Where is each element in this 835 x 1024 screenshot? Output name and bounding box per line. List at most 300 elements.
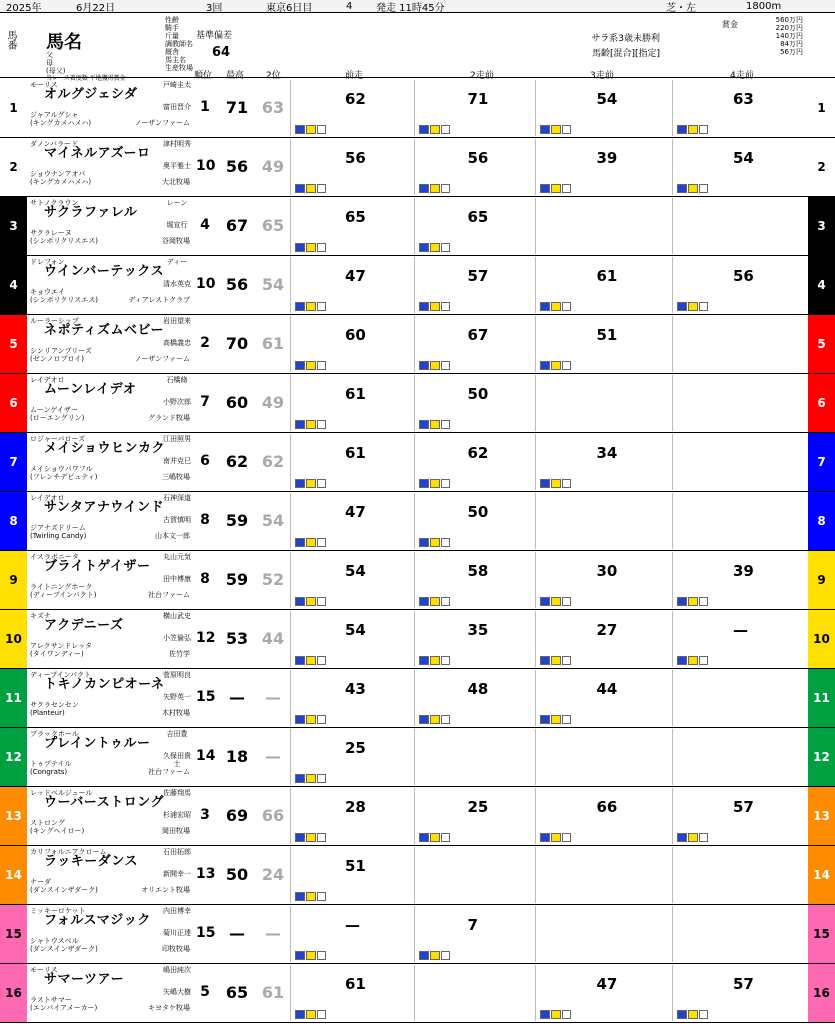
- past-race-1: [290, 729, 414, 785]
- past-score: 39: [596, 149, 618, 167]
- jockey-info: [160, 966, 194, 996]
- past-tags: [419, 125, 451, 134]
- jockey-name: 横山武史: [163, 612, 191, 620]
- jockey-info: [160, 789, 194, 819]
- style-tag: [317, 243, 327, 252]
- style-tag: [419, 597, 429, 606]
- style-tag: [677, 125, 687, 134]
- dam-name: ライトニングホーク: [30, 583, 93, 591]
- trainer-name: 田中博康: [163, 575, 191, 583]
- second-score: 54: [261, 275, 285, 294]
- second-score: —: [265, 688, 281, 707]
- trainer-name: 矢野英一: [163, 693, 191, 701]
- style-tag: [551, 656, 561, 665]
- dam-name: キョウエイ: [30, 288, 65, 296]
- jockey-name: 江田照男: [163, 435, 191, 443]
- style-tag: [419, 361, 429, 370]
- jockey-info: [160, 317, 194, 347]
- horse-number-right: 1: [808, 79, 835, 137]
- past-score: 62: [345, 90, 366, 108]
- past-score: 51: [596, 326, 618, 344]
- style-tag: [295, 597, 305, 606]
- sire-name: サトノクラウン: [30, 199, 79, 207]
- past-score: 54: [733, 149, 754, 167]
- style-tag: [430, 420, 440, 429]
- past-race-4: [672, 847, 808, 903]
- horse-row: [0, 256, 835, 315]
- jockey-info: [160, 671, 194, 701]
- jockey-name: レーン: [166, 199, 188, 207]
- past-score: 61: [345, 444, 366, 462]
- owner-name: 社台ファーム: [148, 591, 190, 599]
- style-tag: [419, 125, 429, 134]
- style-tag: [699, 184, 709, 193]
- past-score: 35: [467, 621, 489, 639]
- jockey-info: [160, 258, 194, 288]
- past-race-3: [535, 729, 672, 785]
- past-score: 54: [345, 621, 366, 639]
- owner-name: 山本文一郎: [155, 532, 190, 540]
- second-score: —: [265, 924, 281, 943]
- dam-name: トゥプテイル: [30, 760, 72, 768]
- horse-number-left: 14: [0, 846, 27, 904]
- damsire-name: (キングヘイロー): [30, 827, 85, 835]
- jockey-info: [160, 612, 194, 642]
- style-tag: [317, 302, 327, 311]
- style-tag: [295, 479, 305, 488]
- horse-name: ブライトゲイザー: [44, 559, 151, 574]
- record-label: 当レース着度数 平地獲得賞金: [46, 75, 126, 82]
- style-tag: [430, 184, 440, 193]
- dam-name: ジャアルグシャ: [30, 111, 79, 119]
- past-tags: [295, 538, 327, 547]
- past-race-1: [290, 198, 414, 254]
- horse-number-right: 11: [808, 669, 835, 727]
- damsire-name: (フレンチデピュティ): [30, 473, 98, 481]
- dam-label: 母: [46, 59, 53, 67]
- jockey-name: 嶋田純次: [163, 966, 191, 974]
- past-race-3: [535, 552, 672, 608]
- past-race-2: [414, 965, 535, 1021]
- owner-name: オリエント牧場: [141, 886, 190, 894]
- past-score: 54: [596, 90, 618, 108]
- owner-name: グランド牧場: [148, 414, 190, 422]
- owner-name: 木村牧場: [162, 709, 190, 717]
- style-tag: [562, 656, 572, 665]
- past-score: 57: [467, 267, 489, 285]
- past-score: 50: [467, 503, 489, 521]
- style-tag: [562, 361, 572, 370]
- best-score: 59: [225, 511, 249, 530]
- past-score: 61: [596, 267, 618, 285]
- dam-name: アレクサンドレッタ: [30, 642, 93, 650]
- kai: 3回: [206, 2, 223, 14]
- past-tags: [295, 833, 327, 842]
- horse-row: [0, 433, 835, 492]
- style-tag: [441, 243, 451, 252]
- past-race-1: [290, 493, 414, 549]
- past-race-3: [535, 611, 672, 667]
- style-tag: [317, 125, 327, 134]
- past-tags: [677, 656, 709, 665]
- best-score: 70: [225, 334, 249, 353]
- damsire-name: (ダンスインザダーク): [30, 886, 98, 894]
- past-tags: [419, 656, 451, 665]
- best-score: 18: [225, 747, 249, 766]
- style-tag: [540, 597, 550, 606]
- style-tag: [430, 597, 440, 606]
- style-tag: [317, 1010, 327, 1019]
- past-tags: [419, 479, 451, 488]
- style-tag: [317, 479, 327, 488]
- style-tag: [306, 420, 316, 429]
- style-tag: [430, 656, 440, 665]
- past-score: 25: [467, 798, 489, 816]
- bamei-label: 馬名: [46, 32, 82, 53]
- sire-name: モーリス: [30, 966, 58, 974]
- distance: 1800m: [746, 0, 782, 12]
- sire-name: カリフォルニアクローム: [30, 848, 107, 856]
- style-tag: [295, 420, 305, 429]
- trainer-name: 小笠倫弘: [163, 634, 191, 642]
- style-tag: [441, 656, 451, 665]
- horse-row: [0, 374, 835, 433]
- past-tags: [540, 1010, 572, 1019]
- sire-name: ミッキーロケット: [30, 907, 86, 915]
- style-tag: [688, 184, 698, 193]
- horse-name: フォルスマジック: [44, 913, 151, 928]
- sire-label: 父: [46, 51, 53, 59]
- horse-number-left: 5: [0, 315, 27, 373]
- rank: 12: [196, 630, 216, 646]
- horse-row: [0, 669, 835, 728]
- trainer-name: 久保田貴士: [163, 752, 191, 768]
- past-score: 56: [467, 149, 489, 167]
- start-time: 発走 11時45分: [376, 2, 445, 14]
- sire-name: ドレフォン: [30, 258, 65, 266]
- past-race-2: [414, 552, 535, 608]
- past-score: 54: [345, 562, 366, 580]
- style-tag: [419, 302, 429, 311]
- horse-name: アクデニーズ: [44, 618, 124, 633]
- style-tag: [688, 833, 698, 842]
- past-score: 61: [345, 975, 366, 993]
- owner-name: 社台ファーム: [148, 768, 190, 776]
- second-score: 65: [261, 216, 285, 235]
- past-score: —: [345, 916, 360, 934]
- race-info-bar: [0, 0, 835, 13]
- past-score: —: [733, 621, 748, 639]
- horse-name: サマーツアー: [44, 972, 125, 987]
- best-score: 60: [225, 393, 249, 412]
- style-tag: [295, 125, 305, 134]
- jockey-info: [160, 848, 194, 878]
- past-tags: [540, 715, 572, 724]
- style-tag: [562, 479, 572, 488]
- past-race-4: [672, 375, 808, 431]
- past-race-1: [290, 906, 414, 962]
- style-tag: [551, 597, 561, 606]
- style-tag: [699, 597, 709, 606]
- trainer-name: 菊川正達: [163, 929, 191, 937]
- rank: 8: [200, 512, 210, 528]
- jockey-info: [160, 199, 194, 229]
- dam-name: シャトウスベル: [30, 937, 79, 945]
- style-tag: [677, 656, 687, 665]
- past-tags: [295, 184, 327, 193]
- trainer-name: 古賀慎明: [163, 516, 191, 524]
- past-race-4: [672, 198, 808, 254]
- sire-name: ルーラーシップ: [30, 317, 79, 325]
- style-tag: [295, 951, 305, 960]
- jockey-info: [160, 907, 194, 937]
- style-tag: [419, 833, 429, 842]
- horse-row: [0, 79, 835, 138]
- past-race-4: [672, 611, 808, 667]
- past-race-2: [414, 670, 535, 726]
- second-score: 63: [261, 98, 285, 117]
- col-past2: 2走前: [470, 71, 494, 81]
- style-tag: [295, 243, 305, 252]
- past-race-2: [414, 493, 535, 549]
- horse-number-right: 4: [808, 256, 835, 314]
- rank: 5: [200, 984, 210, 1000]
- horse-number-left: 11: [0, 669, 27, 727]
- past-tags: [295, 715, 327, 724]
- horse-number-right: 16: [808, 964, 835, 1022]
- past-score: 71: [467, 90, 489, 108]
- horse-name: サクラファレル: [44, 205, 138, 220]
- sire-name: レイデオロ: [30, 376, 65, 384]
- rank: 10: [196, 158, 216, 174]
- past-tags: [540, 125, 572, 134]
- style-tag: [441, 538, 451, 547]
- horse-name: サンタアナウインド: [44, 500, 164, 515]
- damsire-name: (ディープインパクト): [30, 591, 97, 599]
- past-tags: [677, 302, 709, 311]
- jockey-name: 石田拓郎: [163, 848, 191, 856]
- style-tag: [419, 715, 429, 724]
- style-tag: [306, 302, 316, 311]
- past-score: 30: [596, 562, 618, 580]
- style-tag: [419, 951, 429, 960]
- horse-number-left: 12: [0, 728, 27, 786]
- past-tags: [419, 184, 451, 193]
- rank: 7: [200, 394, 210, 410]
- damsire-name: (キングカメハメハ): [30, 119, 92, 127]
- style-tag: [562, 1010, 572, 1019]
- best-score: 65: [225, 983, 249, 1002]
- past-race-4: [672, 906, 808, 962]
- style-tag: [540, 715, 550, 724]
- past-tags: [295, 597, 327, 606]
- best-score: 59: [225, 570, 249, 589]
- style-tag: [419, 420, 429, 429]
- past-score: 47: [345, 267, 366, 285]
- style-tag: [295, 538, 305, 547]
- past-race-3: [535, 493, 672, 549]
- past-score: 57: [733, 798, 754, 816]
- past-score: 60: [345, 326, 366, 344]
- col-past3: 3走前: [590, 71, 614, 81]
- past-score: 27: [596, 621, 618, 639]
- horse-name: オルグジェシダ: [44, 87, 138, 102]
- past-score: 63: [733, 90, 754, 108]
- dam-name: ラストサマー: [30, 996, 72, 1004]
- trainer-name: 矢嶋大樹: [163, 988, 191, 996]
- style-tag: [295, 302, 305, 311]
- style-tag: [540, 302, 550, 311]
- past-score: 56: [345, 149, 366, 167]
- dam-name: ジアナズドリーム: [30, 524, 86, 532]
- past-tags: [677, 1010, 709, 1019]
- past-score: 65: [345, 208, 366, 226]
- horse-number-right: 10: [808, 610, 835, 668]
- style-tag: [419, 243, 429, 252]
- style-tag: [419, 538, 429, 547]
- rank: 1: [200, 99, 210, 115]
- trainer-name: 新開幸一: [163, 870, 191, 878]
- style-tag: [562, 125, 572, 134]
- horse-number-right: 12: [808, 728, 835, 786]
- past-race-2: [414, 139, 535, 195]
- sire-name: ダノンバラード: [30, 140, 79, 148]
- jockey-name: 内田博幸: [163, 907, 191, 915]
- race-conditions: サラ系3歳未勝利 馬齢[混合][指定]: [591, 34, 660, 59]
- style-tag: [306, 125, 316, 134]
- horse-row: [0, 551, 835, 610]
- past-race-3: [535, 670, 672, 726]
- past-tags: [295, 1010, 327, 1019]
- past-race-1: [290, 316, 414, 372]
- past-race-3: [535, 434, 672, 490]
- style-tag: [317, 361, 327, 370]
- owner-name: キヨタケ牧場: [148, 1004, 190, 1012]
- past-race-2: [414, 788, 535, 844]
- horse-row: [0, 315, 835, 374]
- dam-name: シンリアンプリーズ: [30, 347, 92, 355]
- trainer-name: 杉浦宏昭: [163, 811, 191, 819]
- past-tags: [540, 656, 572, 665]
- past-race-1: [290, 257, 414, 313]
- trainer-name: 清水英克: [163, 280, 191, 288]
- style-tag: [430, 479, 440, 488]
- rank: 15: [196, 689, 216, 705]
- style-tag: [540, 479, 550, 488]
- past-tags: [295, 656, 327, 665]
- past-score: 47: [596, 975, 618, 993]
- style-tag: [441, 833, 451, 842]
- past-race-3: [535, 257, 672, 313]
- horse-number-left: 4: [0, 256, 27, 314]
- style-tag: [441, 420, 451, 429]
- past-tags: [540, 361, 572, 370]
- date: 6月22日: [76, 2, 116, 14]
- owner-name: ノーザンファーム: [134, 355, 190, 363]
- horse-row: [0, 138, 835, 197]
- past-race-2: [414, 198, 535, 254]
- style-tag: [430, 715, 440, 724]
- sire-name: ディープインパクト: [30, 671, 91, 679]
- rank: 14: [196, 748, 216, 764]
- owner-name: 印牧牧場: [162, 945, 190, 953]
- style-tag: [306, 656, 316, 665]
- trainer-name: 富田晋介: [163, 103, 191, 111]
- style-tag: [699, 125, 709, 134]
- jockey-name: 石橋脩: [166, 376, 188, 384]
- second-score: 61: [261, 334, 285, 353]
- horse-number-right: 14: [808, 846, 835, 904]
- damsire-name: (Twirling Candy): [30, 532, 87, 540]
- style-tag: [306, 361, 316, 370]
- style-tag: [295, 184, 305, 193]
- past-score: 44: [596, 680, 618, 698]
- damsire-label: (母父): [46, 67, 66, 75]
- style-tag: [441, 951, 451, 960]
- past-race-4: [672, 729, 808, 785]
- jockey-name: ディー: [166, 258, 188, 266]
- horse-number-left: 3: [0, 197, 27, 255]
- sire-name: モーリス: [30, 81, 58, 89]
- rank: 3: [200, 807, 210, 823]
- dam-name: ストロング: [30, 819, 65, 827]
- past-tags: [419, 715, 451, 724]
- past-tags: [540, 302, 572, 311]
- horse-number-left: 16: [0, 964, 27, 1022]
- horse-number-right: 7: [808, 433, 835, 491]
- past-race-1: [290, 965, 414, 1021]
- past-tags: [419, 538, 451, 547]
- horse-row: [0, 492, 835, 551]
- style-tag: [295, 833, 305, 842]
- past-race-1: [290, 80, 414, 136]
- horse-number-right: 2: [808, 138, 835, 196]
- owner-name: 谷岡牧場: [162, 237, 190, 245]
- horse-row: [0, 846, 835, 905]
- past-race-1: [290, 670, 414, 726]
- style-tag: [551, 125, 561, 134]
- past-tags: [419, 597, 451, 606]
- jockey-name: 丸山元気: [163, 553, 191, 561]
- sire-name: ブラックホール: [30, 730, 79, 738]
- style-tag: [688, 597, 698, 606]
- style-tag: [317, 538, 327, 547]
- horse-number-right: 5: [808, 315, 835, 373]
- style-tag: [306, 951, 316, 960]
- past-race-1: [290, 611, 414, 667]
- style-tag: [317, 892, 327, 901]
- horse-name: マイネルアズーロ: [44, 146, 151, 161]
- damsire-name: (Planteur): [30, 709, 65, 717]
- style-tag: [677, 597, 687, 606]
- style-tag: [677, 302, 687, 311]
- year: 2025年: [6, 2, 42, 14]
- header: [0, 0, 835, 82]
- best-score: —: [229, 924, 245, 943]
- rank: 10: [196, 276, 216, 292]
- best-score: 67: [225, 216, 249, 235]
- past-score: 25: [345, 739, 366, 757]
- past-score: 62: [467, 444, 489, 462]
- past-race-3: [535, 788, 672, 844]
- past-race-3: [535, 139, 672, 195]
- style-tag: [430, 538, 440, 547]
- style-tag: [699, 833, 709, 842]
- style-tag: [699, 1010, 709, 1019]
- past-score: 48: [467, 680, 489, 698]
- style-tag: [306, 774, 316, 783]
- style-tag: [551, 184, 561, 193]
